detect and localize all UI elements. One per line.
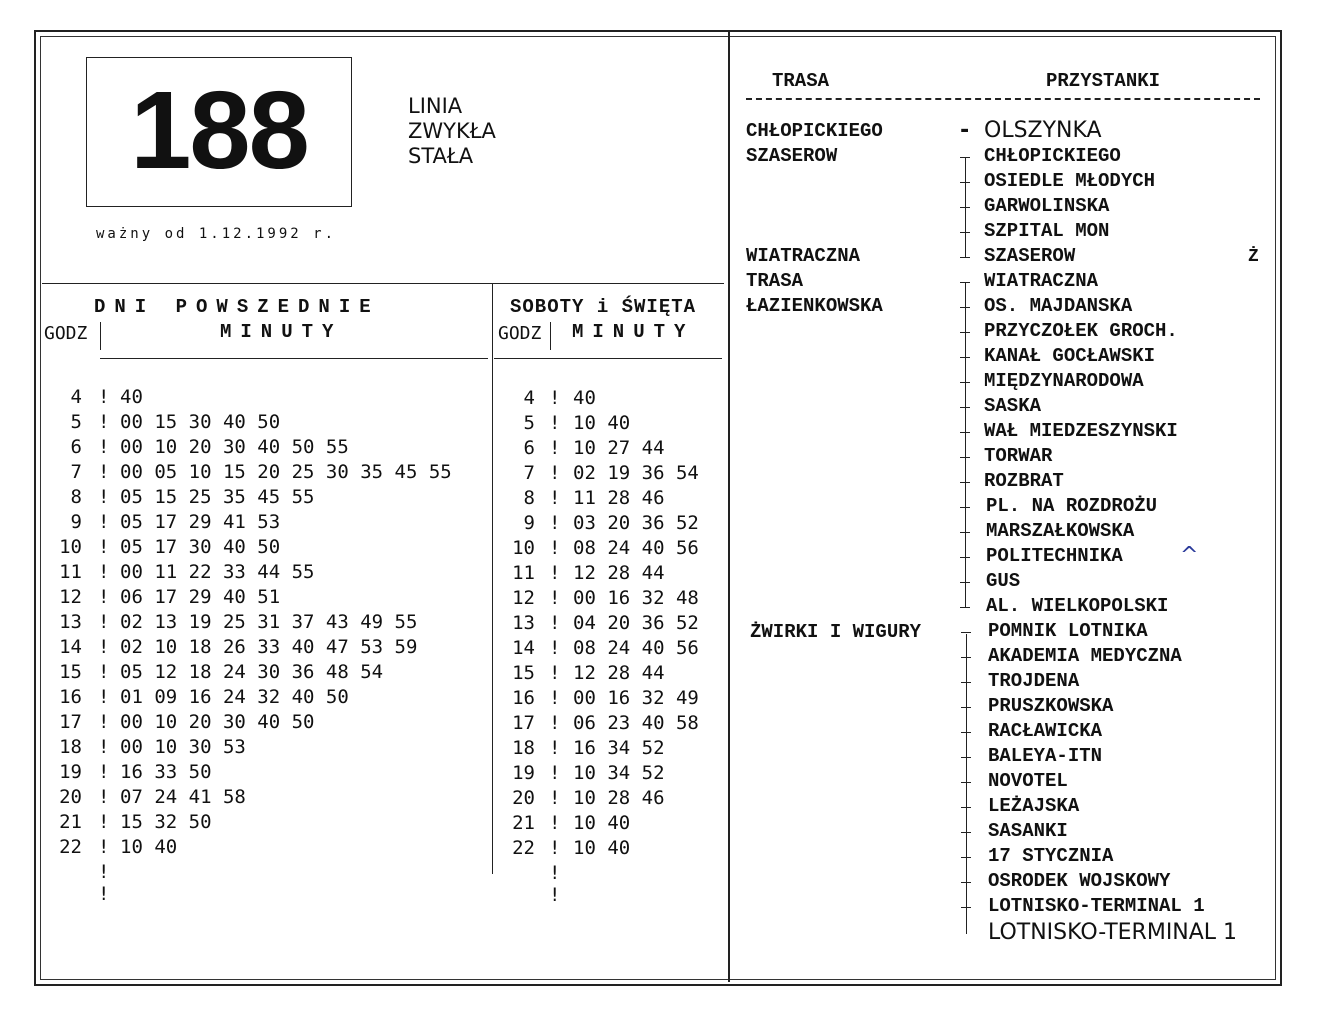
minutes-cell: 00 15 30 40 50 — [120, 411, 281, 433]
stop-tick — [960, 232, 970, 233]
street-szaserow: SZASEROW — [746, 145, 838, 167]
minutes-cell: 00 05 10 15 20 25 30 35 45 55 — [120, 461, 452, 483]
hour-cell: 11 — [59, 561, 82, 583]
weekday-title: DNI POWSZEDNIE — [94, 296, 380, 318]
separator: ! — [549, 512, 561, 534]
hour-cell: 8 — [70, 486, 82, 508]
stop-item: SASKA — [984, 395, 1042, 417]
minutes-cell: 10 40 — [573, 812, 631, 834]
minutes-cell: 05 15 25 35 45 55 — [120, 486, 315, 508]
bracket-group-1 — [965, 158, 966, 258]
separator: ! — [98, 561, 110, 583]
hour-cell: 7 — [523, 462, 535, 484]
separator: ! — [98, 736, 110, 758]
stop-item: POLITECHNIKA — [986, 545, 1123, 567]
stop-tick — [960, 332, 970, 333]
stop-item: SASANKI — [988, 820, 1068, 842]
stop-item: LEŻAJSKA — [988, 795, 1080, 817]
separator: ! — [549, 612, 561, 634]
street-lazienkowska: ŁAZIENKOWSKA — [746, 295, 883, 317]
hour-cell: 15 — [59, 661, 82, 683]
stop-tick — [961, 757, 971, 758]
separator: ! — [549, 737, 561, 759]
stop-item: TORWAR — [984, 445, 1053, 467]
hour-cell: 12 — [59, 586, 82, 608]
separator: ! — [549, 662, 561, 684]
stop-tick — [960, 507, 970, 508]
request-stop-mark: Ż — [1248, 247, 1259, 267]
minutes-cell: 04 20 36 52 — [573, 612, 699, 634]
separator: ! — [98, 436, 110, 458]
separator: ! — [549, 487, 561, 509]
separator: ! — [549, 587, 561, 609]
hour-cell: 15 — [512, 662, 535, 684]
weekend-hour-label: GODZ — [498, 323, 542, 344]
minutes-cell: 06 17 29 40 51 — [120, 586, 281, 608]
weekday-header-sep — [100, 322, 101, 350]
valid-from: ważny od 1.12.1992 r. — [96, 226, 337, 242]
stop-tick — [961, 882, 971, 883]
separator: ! — [98, 611, 110, 633]
stop-tick — [961, 857, 971, 858]
separator: ! — [98, 536, 110, 558]
minutes-cell: 00 11 22 33 44 55 — [120, 561, 315, 583]
minutes-cell: 05 17 30 40 50 — [120, 536, 281, 558]
stop-item: BALEYA-ITN — [988, 745, 1103, 767]
separator: ! — [549, 412, 561, 434]
minutes-cell: 00 16 32 49 — [573, 687, 699, 709]
header-dashed-rule — [746, 98, 1260, 100]
separator: ! — [549, 387, 561, 409]
stop-tick — [961, 632, 971, 633]
separator: ! — [98, 461, 110, 483]
separator: ! — [98, 411, 110, 433]
przystanki-header: PRZYSTANKI — [1046, 70, 1161, 92]
stop-item: NOVOTEL — [988, 770, 1068, 792]
stop-item: LOTNISKO-TERMINAL 1 — [988, 895, 1205, 917]
hour-cell: 8 — [523, 487, 535, 509]
weekend-title: SOBOTY i ŚWIĘTA — [510, 296, 697, 318]
minutes-cell: 08 24 40 56 — [573, 637, 699, 659]
separator: ! — [98, 586, 110, 608]
street-trasa: TRASA — [746, 270, 804, 292]
separator: ! — [98, 386, 110, 408]
line-type — [408, 94, 496, 169]
minutes-cell: 40 — [120, 386, 143, 408]
minutes-cell: 16 34 52 — [573, 737, 665, 759]
line-type-1: LINIA — [408, 94, 463, 118]
minutes-cell: 15 32 50 — [120, 811, 212, 833]
separator: ! — [98, 661, 110, 683]
stop-tick — [961, 732, 971, 733]
minutes-cell: 10 40 — [573, 837, 631, 859]
minutes-cell: 06 23 40 58 — [573, 712, 699, 734]
stop-tick — [960, 382, 970, 383]
stop-item: PRUSZKOWSKA — [988, 695, 1114, 717]
stop-tick — [960, 282, 970, 283]
stop-item: KANAŁ GOCŁAWSKI — [984, 345, 1156, 367]
hour-cell: 9 — [70, 511, 82, 533]
minutes-cell: 10 40 — [120, 836, 178, 858]
stop-tick — [960, 607, 970, 608]
separator: ! — [98, 511, 110, 533]
hour-cell: 5 — [70, 411, 82, 433]
stop-item: POMNIK LOTNIKA — [988, 620, 1148, 642]
stop-tick — [960, 257, 970, 258]
hour-cell: 19 — [512, 762, 535, 784]
stop-tick — [960, 557, 970, 558]
weekday-minutes-label: MINUTY — [220, 321, 343, 343]
stop-tick — [961, 807, 971, 808]
minutes-cell: 02 13 19 25 31 37 43 49 55 — [120, 611, 418, 633]
hour-cell: 16 — [59, 686, 82, 708]
hour-cell: 13 — [59, 611, 82, 633]
separator: ! — [549, 462, 561, 484]
hour-cell: 20 — [512, 787, 535, 809]
minutes-cell: 01 09 16 24 32 40 50 — [120, 686, 349, 708]
pen-mark: ^ — [1180, 543, 1199, 568]
separator: ! — [98, 486, 110, 508]
separator: ! — [549, 687, 561, 709]
stop-tick — [960, 182, 970, 183]
stop-item: PRZYCZOŁEK GROCH. — [984, 320, 1178, 342]
minutes-cell: 10 34 52 — [573, 762, 665, 784]
stop-tick — [960, 207, 970, 208]
line-number-box — [86, 57, 352, 207]
stop-item: GARWOLINSKA — [984, 195, 1110, 217]
minutes-cell: 02 10 18 26 33 40 47 53 59 — [120, 636, 418, 658]
first-stop-dash: - — [958, 118, 972, 143]
separator: ! — [98, 636, 110, 658]
hour-cell: 7 — [70, 461, 82, 483]
minutes-cell: 11 28 46 — [573, 487, 665, 509]
stop-item: RACŁAWICKA — [988, 720, 1103, 742]
stop-tick — [960, 432, 970, 433]
separator: ! — [98, 811, 110, 833]
stop-item: MIĘDZYNARODOWA — [984, 370, 1144, 392]
stop-item: AL. WIELKOPOLSKI — [986, 595, 1169, 617]
stop-item: AKADEMIA MEDYCZNA — [988, 645, 1182, 667]
stop-item: CHŁOPICKIEGO — [984, 145, 1121, 167]
separator: ! — [549, 837, 561, 859]
first-stop: OLSZYNKA — [984, 118, 1102, 143]
minutes-cell: 10 40 — [573, 412, 631, 434]
minutes-cell: 16 33 50 — [120, 761, 212, 783]
stop-tick — [961, 707, 971, 708]
street-wiatraczna: WIATRACZNA — [746, 245, 861, 267]
stop-tick — [961, 682, 971, 683]
header-divider — [42, 283, 724, 284]
separator: ! — [549, 712, 561, 734]
hour-cell: 17 — [59, 711, 82, 733]
separator: ! — [549, 437, 561, 459]
minutes-cell: 00 10 20 30 40 50 55 — [120, 436, 349, 458]
stop-tick — [960, 357, 970, 358]
minutes-cell: 00 10 30 53 — [120, 736, 246, 758]
minutes-cell: 08 24 40 56 — [573, 537, 699, 559]
column-divider — [728, 32, 730, 982]
stop-item: 17 STYCZNIA — [988, 845, 1114, 867]
weekend-header-line — [494, 358, 722, 359]
weekend-minutes-label: MINUTY — [572, 321, 695, 343]
minutes-cell: 40 — [573, 387, 596, 409]
stop-item: SZASEROW — [984, 245, 1076, 267]
stop-item: OS. MAJDANSKA — [984, 295, 1133, 317]
hour-cell: 14 — [59, 636, 82, 658]
stop-tick — [960, 532, 970, 533]
separator: ! — [549, 637, 561, 659]
weekday-hour-label: GODZ — [44, 323, 88, 344]
separator: ! — [98, 836, 110, 858]
minutes-cell: 05 12 18 24 30 36 48 54 — [120, 661, 384, 683]
hour-cell: 13 — [512, 612, 535, 634]
hour-cell: 22 — [512, 837, 535, 859]
tables-divider — [492, 284, 493, 874]
stop-item: MARSZAŁKOWSKA — [986, 520, 1135, 542]
stop-item: WAŁ MIEDZESZYNSKI — [984, 420, 1178, 442]
hour-cell: 10 — [59, 536, 82, 558]
stop-item: TROJDENA — [988, 670, 1080, 692]
hour-cell: 11 — [512, 562, 535, 584]
stop-tick — [961, 907, 971, 908]
minutes-cell: 03 20 36 52 — [573, 512, 699, 534]
minutes-cell: 05 17 29 41 53 — [120, 511, 281, 533]
hour-cell: 4 — [70, 386, 82, 408]
minutes-cell: 00 16 32 48 — [573, 587, 699, 609]
stop-tick — [960, 482, 970, 483]
stop-tick — [960, 457, 970, 458]
stop-item: OSRODEK WOJSKOWY — [988, 870, 1171, 892]
separator: ! — [549, 812, 561, 834]
minutes-cell: 10 28 46 — [573, 787, 665, 809]
separator: ! — [98, 686, 110, 708]
stop-item: ROZBRAT — [984, 470, 1064, 492]
street-chlopickiego: CHŁOPICKIEGO — [746, 120, 883, 142]
stop-item: GUS — [986, 570, 1021, 592]
stop-tick — [961, 782, 971, 783]
hour-cell: 9 — [523, 512, 535, 534]
last-stop: LOTNISKO-TERMINAL 1 — [988, 920, 1238, 945]
hour-cell: 5 — [523, 412, 535, 434]
hour-cell: 17 — [512, 712, 535, 734]
hour-cell: 21 — [59, 811, 82, 833]
weekday-header-line — [100, 358, 488, 359]
separator: ! — [549, 562, 561, 584]
hour-cell: 18 — [512, 737, 535, 759]
minutes-cell: 00 10 20 30 40 50 — [120, 711, 315, 733]
minutes-cell: 10 27 44 — [573, 437, 665, 459]
line-number: 188 — [130, 69, 308, 192]
line-type-3: STAŁA — [408, 144, 474, 168]
stop-item: OSIEDLE MŁODYCH — [984, 170, 1156, 192]
hour-cell: 20 — [59, 786, 82, 808]
hour-cell: 10 — [512, 537, 535, 559]
minutes-cell: 02 19 36 54 — [573, 462, 699, 484]
weekend-header-sep — [550, 322, 551, 350]
stop-item: PL. NA ROZDROŻU — [986, 495, 1158, 517]
minutes-cell: 12 28 44 — [573, 562, 665, 584]
stop-tick — [960, 582, 970, 583]
hour-cell: 12 — [512, 587, 535, 609]
stop-tick — [960, 307, 970, 308]
hour-cell: 22 — [59, 836, 82, 858]
separator: ! — [549, 787, 561, 809]
separator: ! — [98, 761, 110, 783]
separator: ! — [549, 537, 561, 559]
separator: ! — [98, 786, 110, 808]
hour-cell: 21 — [512, 812, 535, 834]
separator: ! — [549, 762, 561, 784]
trasa-header: TRASA — [772, 70, 830, 92]
hour-cell: 6 — [70, 436, 82, 458]
hour-cell: 6 — [523, 437, 535, 459]
stop-tick — [960, 157, 970, 158]
street-zwirki-i-wigury: ŻWIRKI I WIGURY — [750, 621, 922, 643]
hour-cell: 16 — [512, 687, 535, 709]
line-type-2: ZWYKŁA — [408, 119, 496, 143]
hour-cell: 14 — [512, 637, 535, 659]
minutes-cell: 07 24 41 58 — [120, 786, 246, 808]
stop-tick — [960, 407, 970, 408]
hour-cell: 4 — [523, 387, 535, 409]
hour-cell: 19 — [59, 761, 82, 783]
stop-item: WIATRACZNA — [984, 270, 1099, 292]
stop-tick — [961, 832, 971, 833]
hour-cell: 18 — [59, 736, 82, 758]
minutes-cell: 12 28 44 — [573, 662, 665, 684]
separator: ! — [98, 711, 110, 733]
stop-tick — [961, 657, 971, 658]
stop-item: SZPITAL MON — [984, 220, 1110, 242]
bracket-group-3 — [966, 634, 967, 934]
